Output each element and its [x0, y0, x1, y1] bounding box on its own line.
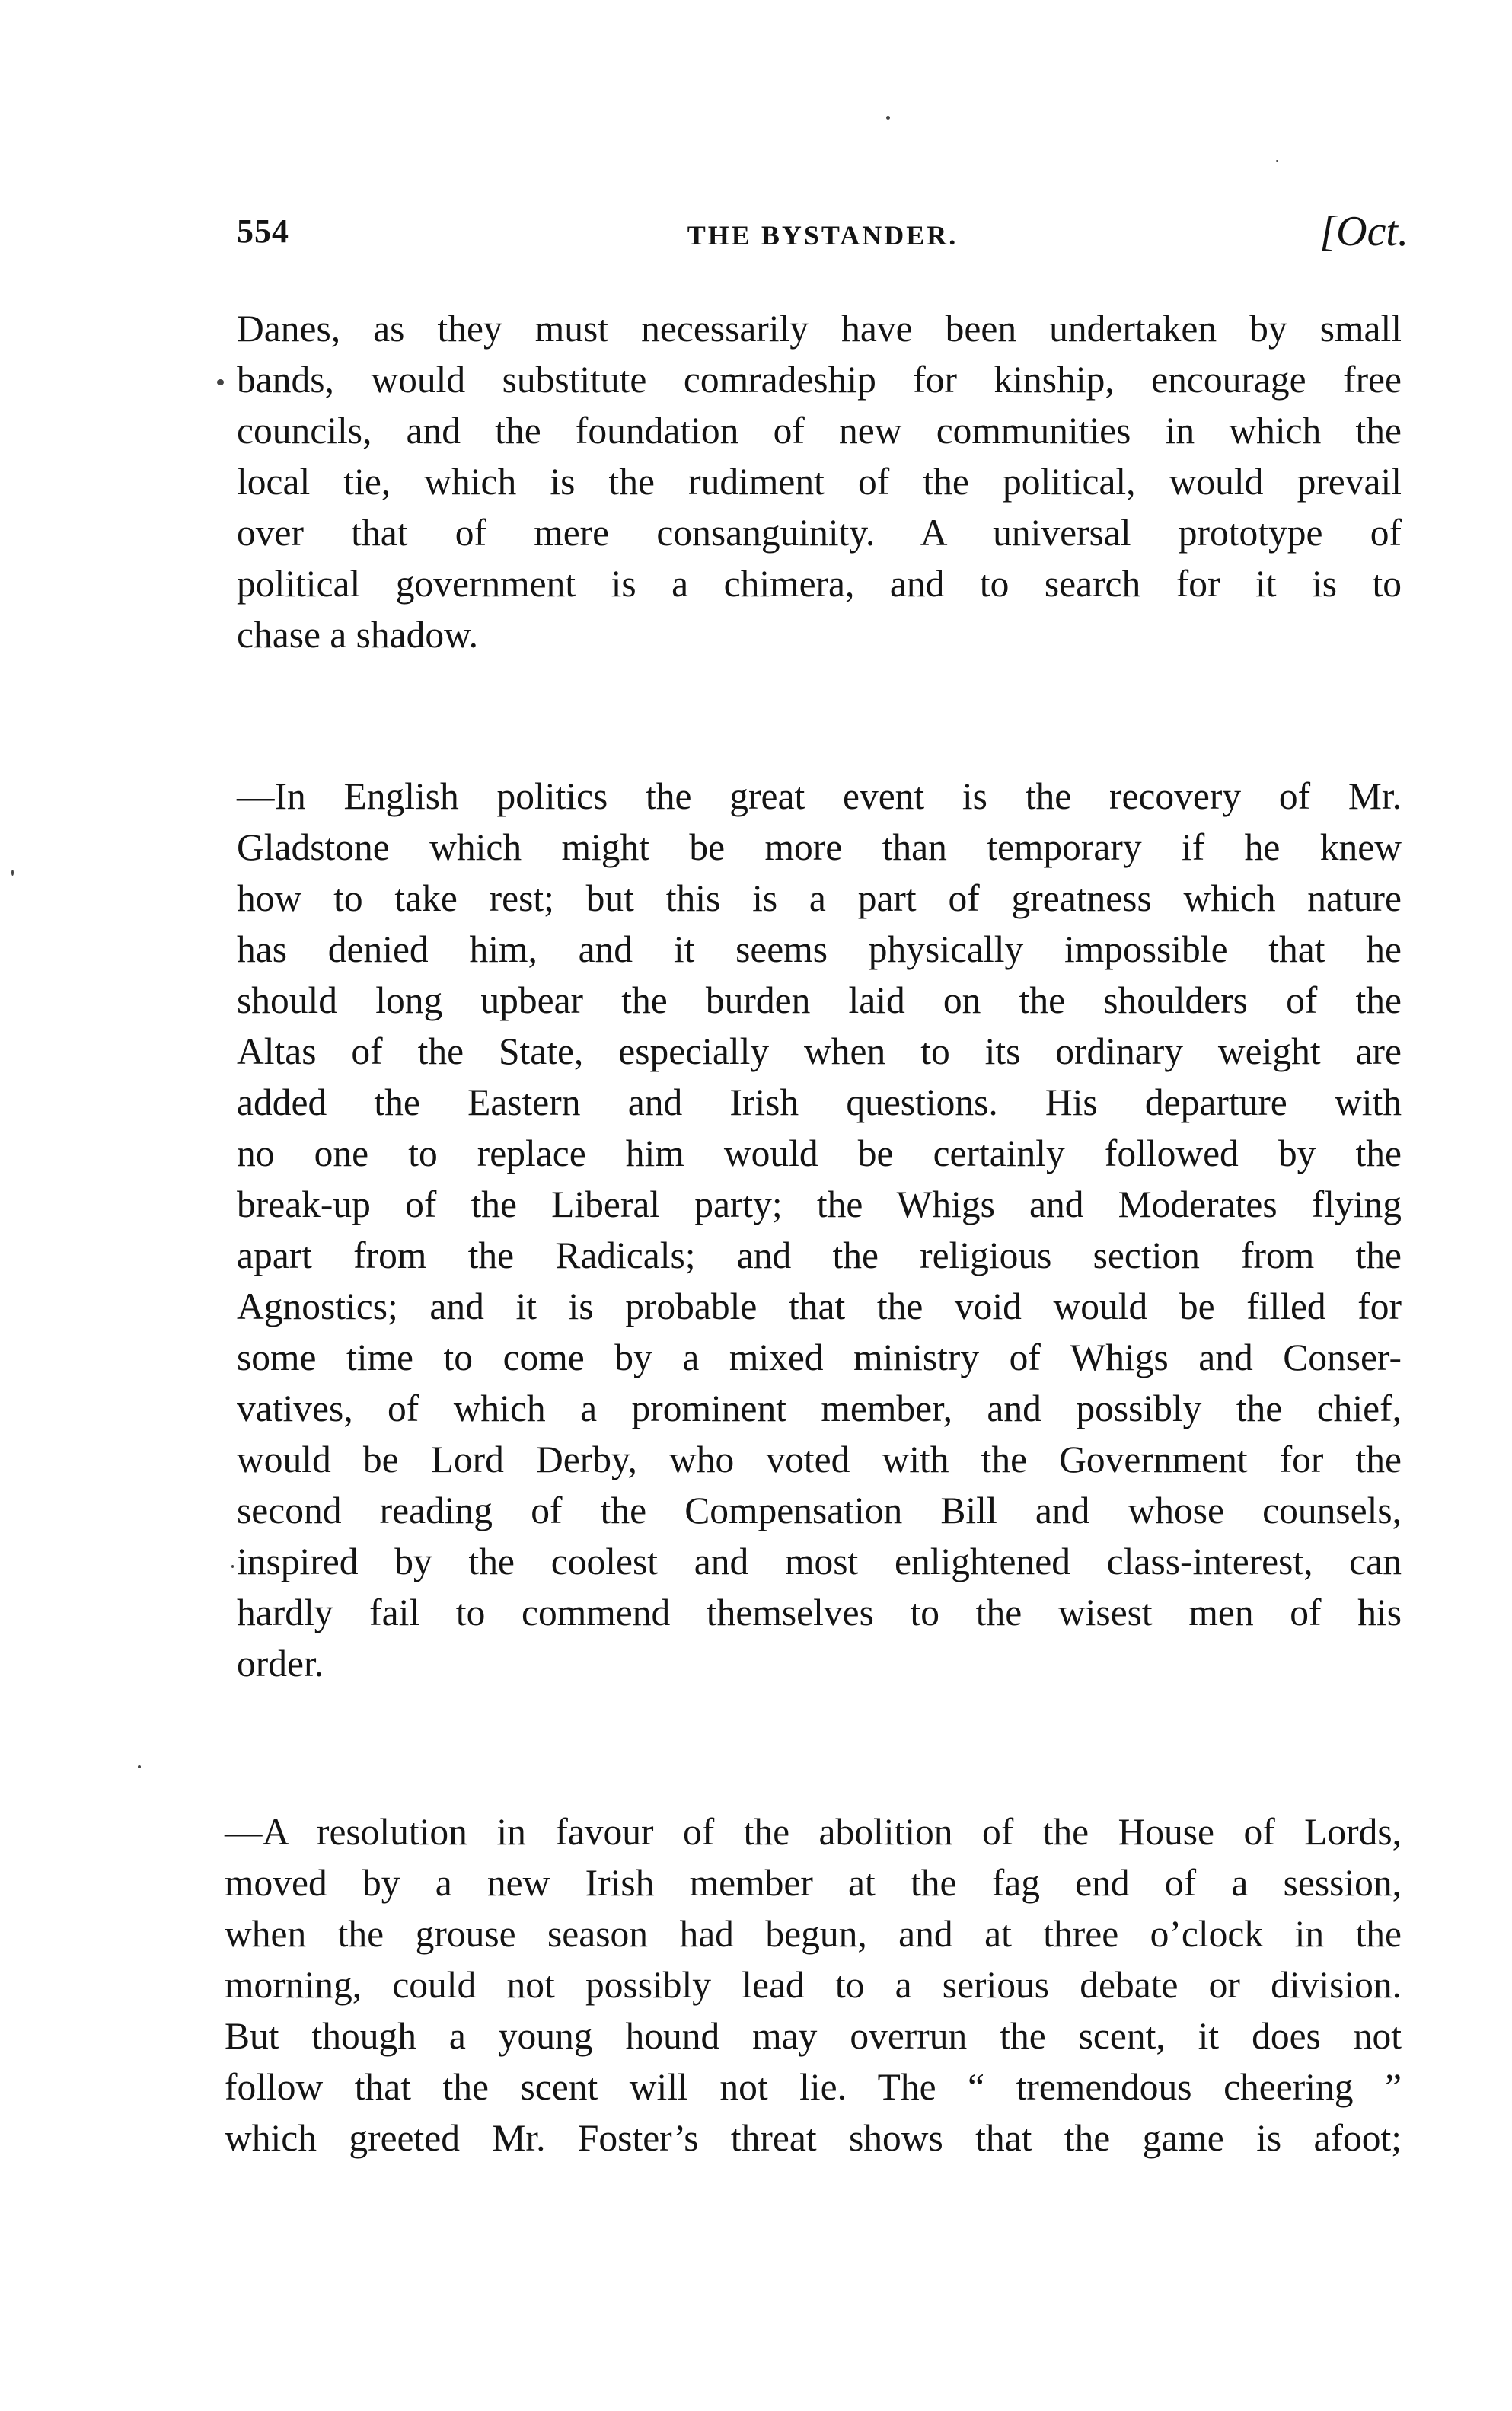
- text-line: should long upbear the burden laid on the shoulders of the: [237, 979, 1402, 1021]
- ink-speck: [1276, 160, 1278, 162]
- text-line: But though a young hound may overrun the scent, it does not: [225, 2015, 1402, 2057]
- text-line: vatives, of which a prominent member, and possibly the chief,: [237, 1388, 1402, 1429]
- text-line: no one to replace him would be certainly followed by the: [237, 1132, 1402, 1174]
- running-title: THE BYSTANDER.: [687, 220, 959, 251]
- running-date: [Oct.: [1319, 208, 1408, 255]
- ink-speck: [231, 1565, 234, 1568]
- text-line: has denied him, and it seems physically impossible that he: [237, 928, 1402, 970]
- text-line: Gladstone which might be more than temporary if he knew: [237, 826, 1402, 868]
- text-line: hardly fail to commend themselves to the wisest men of his: [237, 1592, 1402, 1633]
- text-line: follow that the scent will not lie. The “ tremendous cheering ”: [225, 2066, 1402, 2108]
- text-line: Agnostics; and it is probable that the void would be filled for: [237, 1285, 1402, 1327]
- text-line: moved by a new Irish member at the fag end of a session,: [225, 1862, 1402, 1904]
- text-line: over that of mere consanguinity. A universal prototype of: [237, 512, 1402, 554]
- ink-speck: [11, 870, 14, 876]
- text-line: chase a shadow.: [237, 614, 479, 656]
- ink-speck: [886, 116, 890, 120]
- text-line: how to take rest; but this is a part of greatness which nature: [237, 877, 1402, 919]
- ink-speck: [217, 379, 224, 385]
- text-line: morning, could not possibly lead to a serious debate or division.: [225, 1964, 1402, 2006]
- text-line: political government is a chimera, and to search for it is to: [237, 563, 1402, 605]
- text-line: break-up of the Liberal party; the Whigs and Moderates flying: [237, 1183, 1402, 1225]
- text-line: apart from the Radicals; and the religious section from the: [237, 1234, 1402, 1276]
- text-line: some time to come by a mixed ministry of Whigs and Conser-: [237, 1336, 1402, 1378]
- text-line: bands, would substitute comradeship for kinship, encourage free: [237, 359, 1402, 401]
- paragraph-danes: [237, 303, 1402, 660]
- text-line: —In English politics the great event is the recovery of Mr.: [237, 775, 1402, 817]
- text-line: second reading of the Compensation Bill and whose counsels,: [237, 1490, 1402, 1531]
- text-line: Altas of the State, especially when to its ordinary weight are: [237, 1030, 1402, 1072]
- page-header: [237, 207, 1408, 268]
- text-line: inspired by the coolest and most enlightened class-interest, can: [237, 1541, 1402, 1582]
- text-line: which greeted Mr. Foster’s threat shows that the game is afoot;: [225, 2117, 1402, 2159]
- paragraph-gladstone: [237, 771, 1402, 1689]
- page-number: 554: [237, 212, 289, 250]
- text-line: order.: [237, 1643, 324, 1685]
- ink-speck: [138, 1765, 141, 1768]
- text-line: added the Eastern and Irish questions. His departure with: [237, 1081, 1402, 1123]
- text-line: councils, and the foundation of new communities in which the: [237, 410, 1402, 452]
- paragraph-house-of-lords: [225, 1806, 1402, 2164]
- text-line: when the grouse season had begun, and at three o’clock in the: [225, 1913, 1402, 1955]
- text-line: would be Lord Derby, who voted with the Government for the: [237, 1439, 1402, 1480]
- text-line: —A resolution in favour of the abolition of the House of Lords,: [225, 1811, 1402, 1853]
- text-line: local tie, which is the rudiment of the political, would prevail: [237, 461, 1402, 503]
- text-line: Danes, as they must necessarily have been undertaken by small: [237, 308, 1402, 350]
